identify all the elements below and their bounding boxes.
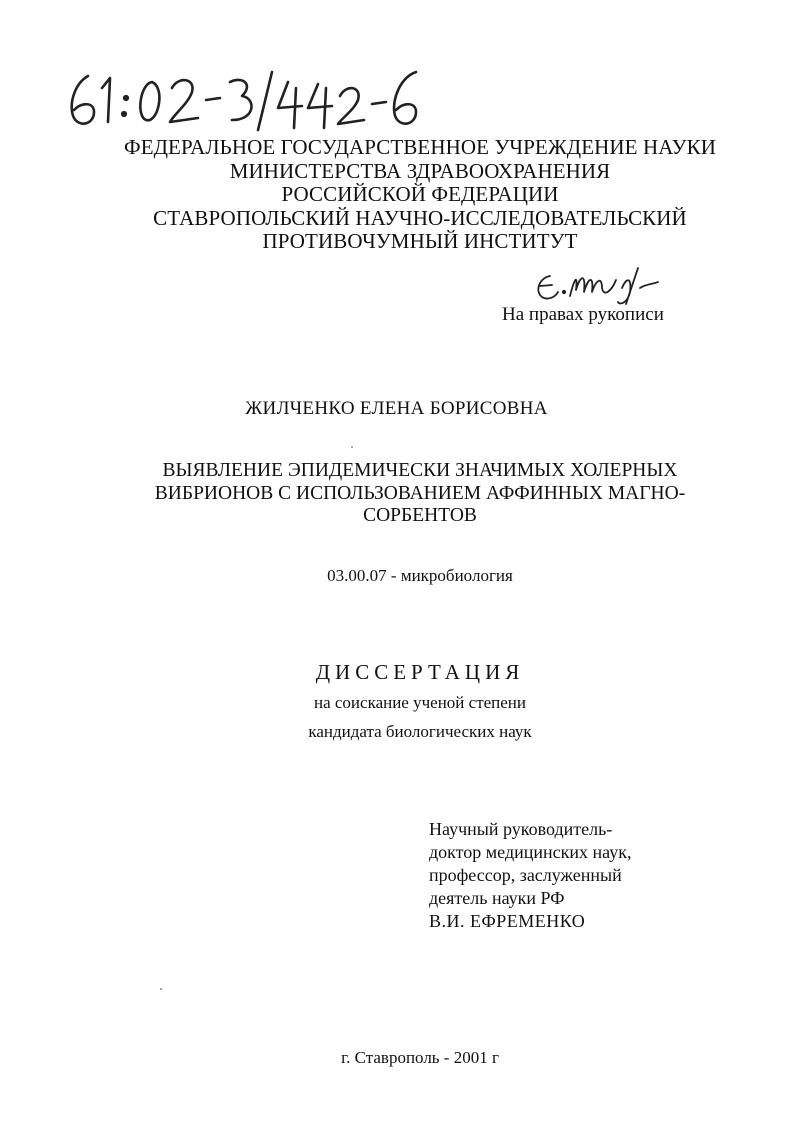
handwritten-archive-code — [60, 58, 430, 138]
degree-line: на соискание ученой степени — [313, 693, 527, 712]
signature — [530, 258, 670, 308]
institution-line: СТАВРОПОЛЬСКИЙ НАУЧНО-ИССЛЕДОВАТЕЛЬСКИЙ — [153, 205, 687, 230]
institution-line: РОССИЙСКОЙ ФЕДЕРАЦИИ — [281, 182, 559, 206]
author-name: ЖИЛЧЕНКО ЕЛЕНА БОРИСОВНА — [245, 398, 548, 419]
scan-speck — [351, 446, 353, 448]
handwritten-code-drawing — [60, 58, 430, 138]
scan-speck — [160, 988, 162, 990]
title-line: ВЫЯВЛЕНИЕ ЭПИДЕМИЧЕСКИ ЗНАЧИМЫХ ХОЛЕРНЫХ — [162, 460, 678, 481]
title-line: ВИБРИОНОВ С ИСПОЛЬЗОВАНИЕМ АФФИННЫХ МАГНО- — [154, 482, 686, 504]
institution-header — [100, 136, 740, 254]
document-type: ДИССЕРТАЦИЯ — [315, 660, 525, 684]
institution-line: ФЕДЕРАЛЬНОЕ ГОСУДАРСТВЕННОЕ УЧРЕЖДЕНИЕ НАУКИ — [124, 135, 716, 159]
scientific-supervisor — [429, 818, 631, 933]
manuscript-rights-note: На правах рукописи — [502, 304, 664, 325]
supervisor-line: деятель науки РФ — [429, 888, 565, 908]
supervisor-line: доктор медицинских наук, — [429, 842, 632, 862]
title-line: СОРБЕНТОВ — [363, 505, 477, 526]
specialty-code: 03.00.07 - микробиология — [327, 566, 513, 585]
city-year: г. Ставрополь - 2001 г — [341, 1048, 499, 1067]
supervisor-line: профессор, заслуженный — [429, 865, 622, 885]
institution-line: МИНИСТЕРСТВА ЗДРАВООХРАНЕНИЯ — [229, 158, 611, 183]
supervisor-name: В.И. ЕФРЕМЕНКО — [429, 911, 586, 931]
dissertation-title — [100, 460, 740, 528]
degree-line: кандидата биологических наук — [308, 722, 532, 741]
signature-drawing — [530, 258, 670, 308]
institution-line: ПРОТИВОЧУМНЫЙ ИНСТИТУТ — [262, 229, 578, 253]
supervisor-line: Научный руководитель- — [429, 819, 613, 839]
